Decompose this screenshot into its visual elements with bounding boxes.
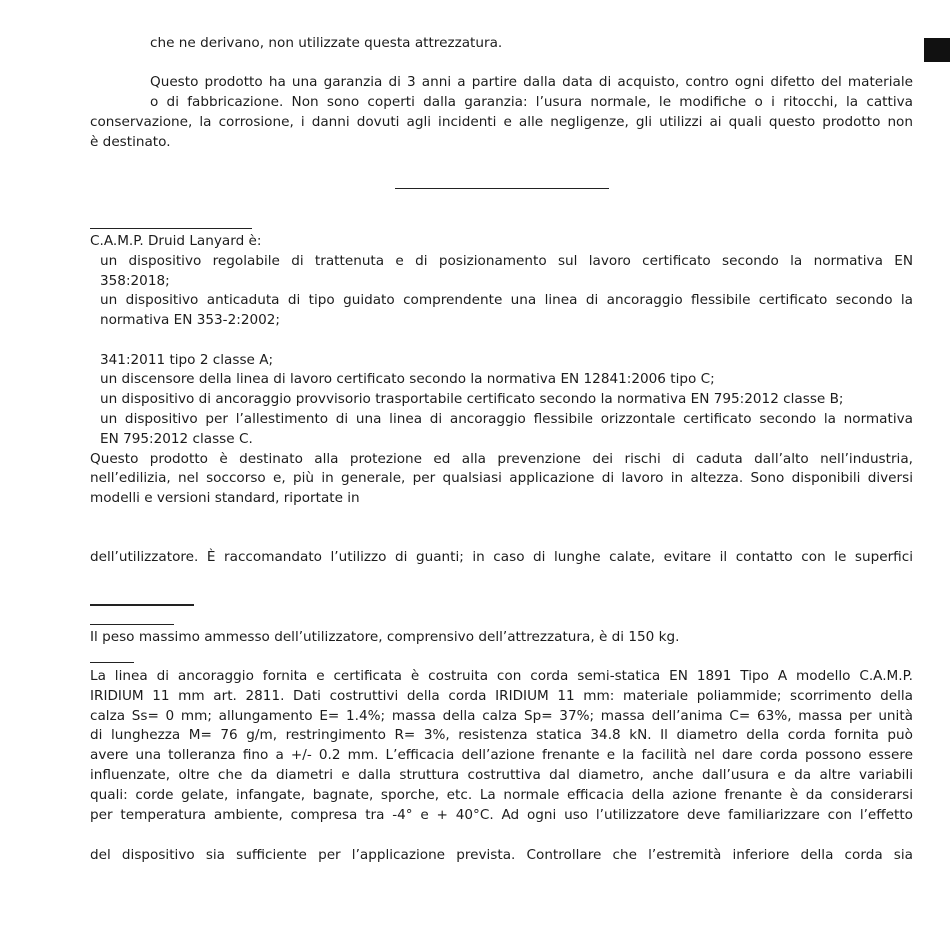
device-line: un dispositivo anticaduta di tipo guidato comprendente una linea di ancoraggio flessibile certificato secondo la — [100, 292, 913, 308]
device-line: un dispositivo di ancoraggio provvisorio trasportabile certificato secondo la normativa EN 795:2012 classe B; — [100, 391, 844, 407]
warranty-line-4: è destinato. — [90, 134, 171, 150]
device-line: 358:2018; — [100, 273, 170, 289]
device-line: un dispositivo regolabile di trattenuta e di posizionamento sul lavoro certificato secondo la normativa EN — [100, 253, 913, 269]
section-divider — [395, 188, 609, 189]
page-edge-tab — [924, 38, 950, 62]
device-line: un dispositivo per l’allestimento di una linea di ancoraggio flessibile orizzontale certificato secondo la normativa — [100, 411, 913, 427]
user-line: dell’utilizzatore. È raccomandato l’utilizzo di guanti; in caso di lunghe calate, evitare il contatto con le superfici — [90, 549, 913, 565]
intro-line: che ne derivano, non utilizzate questa attrezzatura. — [150, 35, 503, 51]
rope-line: di lunghezza M= 76 g/m, restringimento R= 3%, resistenza statica 34.8 kN. Il diametro della corda fornita può — [90, 727, 913, 743]
device-line: normativa EN 353-2:2002; — [100, 312, 280, 328]
rope-line: IRIDIUM 11 mm art. 2811. Dati costruttivi della corda IRIDIUM 11 mm: materiale poliammide; scorrimento della — [90, 688, 913, 704]
last-line: del dispositivo sia sufficiente per l’applicazione prevista. Controllare che l’estremità inferiore della corda sia — [90, 847, 913, 863]
warranty-line-1: Questo prodotto ha una garanzia di 3 anni a partire dalla data di acquisto, contro ogni difetto del materiale — [150, 74, 913, 90]
warranty-line-2: o di fabbricazione. Non sono coperti dalla garanzia: l’usura normale, le modifiche o i ritocchi, la cattiva — [150, 94, 913, 110]
rope-line: per temperatura ambiente, compresa tra -4° e + 40°C. Ad ogni uso l’utilizzatore deve familiarizzare con l’effetto — [90, 807, 913, 823]
footnote-rule — [90, 228, 252, 229]
device-line: EN 795:2012 classe C. — [100, 431, 253, 447]
weight-line: Il peso massimo ammesso dell’utilizzatore, comprensivo dell’attrezzatura, è di 150 kg. — [90, 629, 680, 645]
purpose-line-3: modelli e versioni standard, riportate in — [90, 490, 360, 506]
rope-line: influenzate, oltre che da diametri e dalla struttura costruttiva dal diametro, anche dall’usura e da altre variabili — [90, 767, 913, 783]
warranty-line-3: conservazione, la corrosione, i danni dovuti agli incidenti e alle negligenze, gli utilizzi ai quali questo prodotto non — [90, 114, 913, 130]
footnote-rule — [90, 604, 194, 606]
footnote-rule — [90, 624, 174, 625]
rope-line: calza Ss= 0 mm; allungamento E= 1.4%; massa della calza Sp= 37%; massa dell’anima C= 63%, massa per unità — [90, 708, 913, 724]
purpose-line-2: nell’edilizia, nel soccorso e, più in generale, per qualsiasi applicazione di lavoro in altezza. Sono disponibili diversi — [90, 470, 913, 486]
footnote-rule — [90, 662, 134, 663]
device-line: 341:2011 tipo 2 classe A; — [100, 352, 274, 368]
rope-line: avere una tolleranza fino a +/- 0.2 mm. L’efficacia dell’azione frenante e la facilità nel dare corda possono essere — [90, 747, 913, 763]
purpose-line-1: Questo prodotto è destinato alla protezione ed alla prevenzione dei rischi di caduta dall’alto nell’industria, — [90, 451, 913, 467]
device-line: un discensore della linea di lavoro certificato secondo la normativa EN 12841:2006 tipo C; — [100, 371, 715, 387]
rope-line: La linea di ancoraggio fornita e certificata è costruita con corda semi-statica EN 1891 Tipo A modello C.A.M.P. — [90, 668, 913, 684]
rope-line: quali: corde gelate, infangate, bagnate, sporche, etc. La normale efficacia della azione frenante è da considerarsi — [90, 787, 913, 803]
device-title: C.A.M.P. Druid Lanyard è: — [90, 233, 262, 249]
